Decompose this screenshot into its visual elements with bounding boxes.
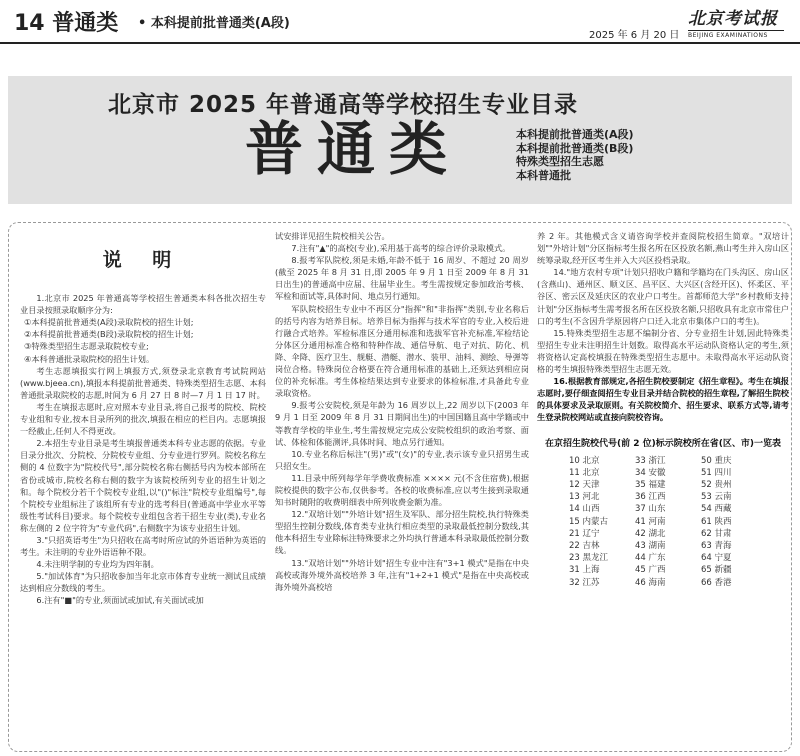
paragraph: 9.报考公安院校,须是年龄为 16 周岁以上,22 周岁以下(2003 年 9 月 1 日至 2009 年 8 月 31 日期间出生)的中国国籍且高中学籍或中等教育学校的毕业生,考生需按规定完成公安院校组织的政治考察、面试、体检和体能测评,具体时间、地点另行通知。 — [275, 400, 529, 447]
code-table-title: 在京招生院校代号(前 2 位)标示院校所在省(区、市)一览表 — [545, 438, 781, 449]
brand-subtitle: BEIJING EXAMINATIONS — [688, 30, 784, 39]
province-code-cell: 62 甘肃 — [701, 528, 732, 539]
province-code-cell: 23 黑龙江 — [569, 553, 609, 564]
brand-logo-text: 北京考试报 — [688, 9, 778, 29]
province-code-cell: 37 山东 — [635, 504, 666, 515]
banner-batch-item: 本科普通批 — [516, 168, 571, 182]
section-label: • 本科提前批普通类(A段) — [138, 16, 290, 31]
page-number: 14 普通类 — [14, 11, 119, 36]
banner-batch-item: 本科提前批普通类(A段) — [516, 128, 634, 141]
list-item: ①本科提前批普通类(A段)录取院校的招生计划; — [24, 317, 194, 328]
column-1 — [20, 230, 266, 607]
province-code-cell: 12 天津 — [569, 479, 600, 490]
issue-date: 2025 年 6 月 20 日 — [589, 30, 680, 41]
province-code-cell: 21 辽宁 — [569, 528, 600, 539]
paragraph: 14."地方农村专项"计划只招收户籍和学籍均在门头沟区、房山区(含燕山)、通州区、顺义区、昌平区、大兴区(含经开区)、怀柔区、平谷区、密云区及延庆区的农业户口考生。首都师范大学"乡村教师支持计划"分区指标考生需考报名所在区投放名额,只招收具有北京市常住户口的考生(不含因升学原因将户口迁入北京市集体户口的考生)。 — [537, 267, 789, 326]
province-code-cell: 14 山西 — [569, 504, 600, 515]
paragraph: 养 2 年。其他模式含义请咨询学校并查阅院校招生简章。"双培计划""外培计划"分区指标考生报名所在区投放名额,燕山考生并入房山区统筹录取,经开区考生并入大兴区投档录取。 — [537, 231, 789, 266]
province-code-cell: 32 江苏 — [569, 577, 600, 588]
province-code-cell: 13 河北 — [569, 492, 600, 503]
province-code-cell: 34 安徽 — [635, 467, 666, 478]
brand-logo — [688, 4, 784, 39]
province-code-cell: 45 广西 — [635, 565, 666, 576]
province-code-cell: 65 新疆 — [701, 565, 732, 576]
list-item: ②本科提前批普通类(B段)录取院校的招生计划; — [24, 329, 194, 340]
paragraph: 4.未注明学制的专业均为四年制。 — [36, 559, 159, 570]
code-table — [537, 451, 789, 589]
province-code-cell: 10 北京 — [569, 455, 600, 466]
banner-batch-list — [516, 128, 634, 182]
list-item: ③特殊类型招生志愿录取院校专业; — [24, 341, 149, 352]
paragraph: 11.目录中所列每学年学费收费标准 ×××× 元(不含住宿费),根据院校提供的数字公布,仅供参考。各校的收费标准,应以考生接到录取通知书时随附的收费明细表中所列收费金额为准。 — [275, 472, 529, 508]
paragraph: 6.注有"■"的专业,须面试或加试,有关面试或加 — [36, 595, 204, 606]
column-3 — [537, 230, 789, 589]
province-code-cell: 35 福建 — [635, 479, 666, 490]
intro-heading: 说 明 — [102, 249, 184, 271]
paragraph: 8.报考军队院校,须是未婚,年龄不低于 16 周岁、不超过 20 周岁(截至 2025 年 8 月 31 日,即 2005 年 9 月 1 日至 2009 年 8 月 31 日出生)的普通高中应届、往届毕业生。考生需按规定参加政治考核、军检和面试等,具体时间、地点另行通知。 — [275, 255, 529, 302]
banner-big-title: 普通类 — [245, 115, 462, 183]
province-code-cell: 66 香港 — [701, 577, 732, 588]
province-code-cell: 41 河南 — [635, 516, 666, 527]
province-code-cell: 42 湖北 — [635, 528, 666, 539]
province-code-cell: 63 青海 — [701, 540, 732, 551]
paragraph: 3."只招英语考生"为只招收在高考时所应试的外语语种为英语的考生。未注明的专业外语语种不限。 — [20, 534, 266, 558]
paragraph: 考生志愿填报实行网上填报方式,须登录北京教育考试院网站(www.bjeea.cn),填报本科提前批普通类、特殊类型招生志愿、本科普通批录取院校的志愿,时间为 6 月 27 日 8 时—7 月 1 日 17 时。 — [20, 365, 266, 400]
banner-title: 北京市 2025 年普通高等学校招生专业目录 — [108, 92, 579, 118]
paragraph: 考生在填报志愿时,应对照本专业目录,将自己报考的院校、院校专业组和专业,按本目录所列的批次,填报在相应的栏目内。志愿填报一经截止,任何人不得更改。 — [20, 401, 266, 437]
province-code-cell: 22 吉林 — [569, 540, 600, 551]
province-code-cell: 61 陕西 — [701, 516, 732, 527]
province-code-cell: 64 宁夏 — [701, 553, 732, 564]
header-divider — [0, 42, 800, 44]
province-code-cell: 15 内蒙古 — [569, 516, 609, 527]
province-code-cell: 54 西藏 — [701, 504, 732, 515]
province-code-cell: 53 云南 — [701, 492, 732, 503]
province-code-cell: 44 广东 — [635, 553, 666, 564]
province-code-cell: 36 江西 — [635, 492, 666, 503]
list-item: ④本科普通批录取院校的招生计划。 — [24, 353, 155, 364]
page-header — [0, 0, 800, 48]
province-code-cell: 31 上海 — [569, 565, 600, 576]
paragraph: 12."双培计划""外培计划"招生及军队、部分招生院校,执行特殊类型招生控制分数线,体育类专业执行相应类型的录取最低控制分数线,其他本科招生专业除标注特殊要求之外均执行普通本科录取最低控制分数线。 — [275, 509, 529, 556]
paragraph: 试安排详见招生院校相关公告。 — [275, 231, 390, 241]
paragraph: 7.注有"▲"的高校(专业),采用基于高考的综合评价录取模式。 — [291, 243, 511, 254]
province-code-cell: 43 湖南 — [635, 540, 666, 551]
paragraph: 10.专业名称后标注"(男)"或"(女)"的专业,表示该专业只招男生或只招女生。 — [275, 448, 529, 471]
banner-batch-item: 特殊类型招生志愿 — [516, 155, 604, 168]
title-banner — [8, 76, 792, 204]
paragraph: 16.根据教育部规定,各招生院校要制定《招生章程》。考生在填报志愿时,要仔细查阅招生专业目录并结合院校的招生章程,了解招生院校的具体要求及录取原则。有关院校简介、招生要求、联系方式等,请考生登录院校网站或直接向院校咨询。 — [537, 376, 789, 423]
paragraph: 5."加试体育"为只招收参加当年北京市体育专业统一测试且成绩达到相应分数线的考生。 — [20, 571, 266, 594]
column-2 — [275, 230, 529, 593]
province-code-cell: 52 贵州 — [701, 479, 732, 490]
province-code-cell: 46 海南 — [635, 577, 666, 588]
province-code-cell: 33 浙江 — [635, 455, 666, 466]
paragraph: 1.北京市 2025 年普通高等学校招生普通类本科各批次招生专业目录按照录取顺序分为: — [20, 293, 266, 316]
paragraph: 13."双培计划""外培计划"招生专业中注有"3+1 模式"是指在中央高校或海外境外高校培养 3 年,注有"1+2+1 模式"是指在中央高校或海外境外高校培 — [275, 557, 529, 592]
paragraph: 2.本招生专业目录是考生填报普通类本科专业志愿的依据。专业目录分批次、分院校、分院校专业组、分专业进行罗列。院校名称左侧的 4 位数字为"院校代号",部分院校名称右侧括号内为校本部所在省份或城市,院校名称右侧的数字为该院校所列专业的招生计划之和。每个院校分若干个院校专业组,以"()"标注"院校专业组编号",每个院校专业组标注了该组所有专业的选考科目(普通高中学业水平等级性考试科目)要求。每个院校专业组包含若干招生专业(类),专业名称左侧的 2 位字符为"专业代码",右侧数字为该专业招生计划。 — [20, 438, 266, 533]
province-code-cell: 51 四川 — [701, 467, 732, 478]
province-code-cell: 50 重庆 — [701, 455, 732, 466]
paragraph: 15.特殊类型招生志愿不编制分省、分专业招生计划,因此特殊类型招生专业未注明招生计划数。取得高水平运动队资格认定的考生,须将资格认定高校填报在特殊类型招生志愿中。未取得高水平运动队资格的考生填报特殊类型招生志愿无效。 — [537, 327, 789, 375]
province-code-cell: 11 北京 — [569, 467, 600, 478]
paragraph: 军队院校招生专业中不再区分"指挥"和"非指挥"类别,专业名称后的括号内容为培养目标。培养目标为指挥与技术军官的专业,入校后进行融合式培养。军检标准区分通用标准和选拔军官补充标准,军检结论分体区分通用标准合格和特种作战、通信导航、电子对抗、防化、机降、伞降、医疗卫生、舰艇、潜艇、潜水、装甲、油料、测绘、导弹等岗位合格。特殊岗位合格要在符合通用标准的基础上,还须达到相应岗位的补充标准。考生体检结果达到专业要求的体检标准,才具备此专业录取资格。 — [275, 303, 529, 399]
banner-batch-item: 本科提前批普通类(B段) — [516, 141, 634, 155]
